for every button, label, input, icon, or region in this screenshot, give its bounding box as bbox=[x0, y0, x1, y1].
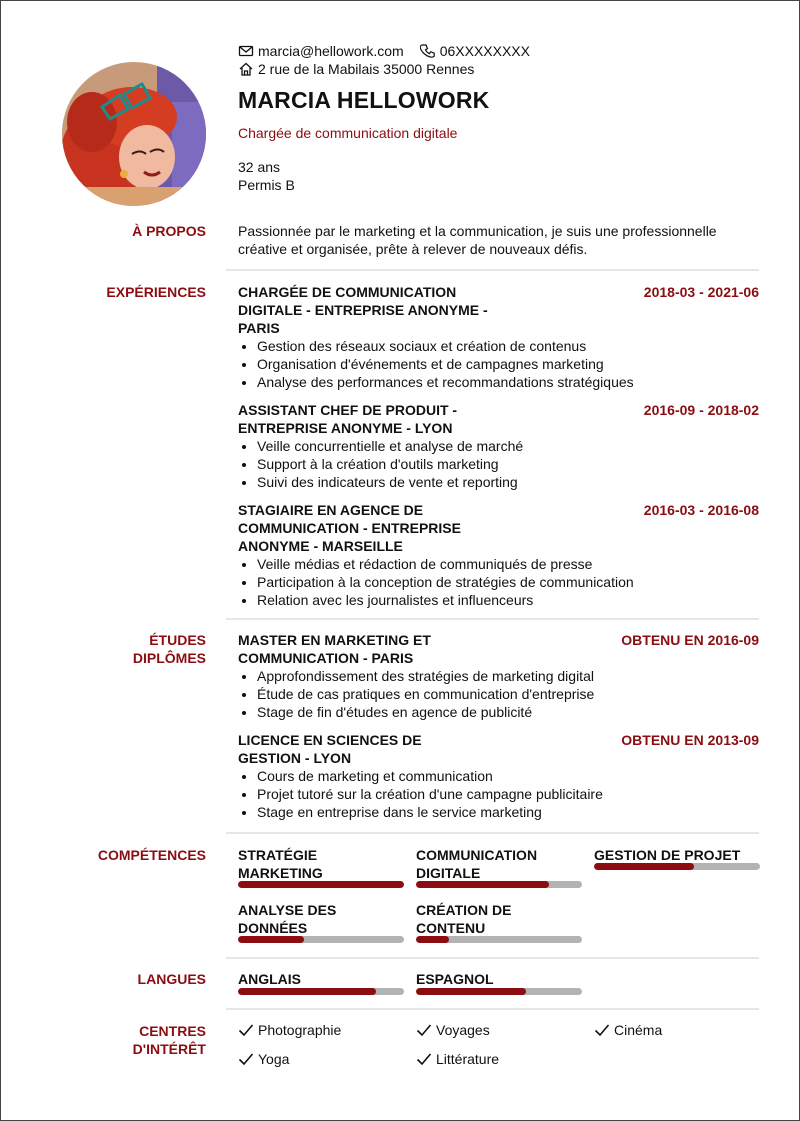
interest-item bbox=[416, 1022, 490, 1038]
section-divider bbox=[226, 269, 759, 271]
skill-level-bar bbox=[416, 881, 582, 888]
email-text[interactable]: marcia@hellowork.com bbox=[258, 43, 404, 59]
interest-label: Cinéma bbox=[614, 1022, 663, 1038]
education-bullet: • Étude de cas pratiques en communication d'entreprise bbox=[257, 685, 759, 703]
interest-item bbox=[416, 1051, 499, 1067]
about-text: Passionnée par le marketing et la communication, je suis une professionnelle créative et organisée, prête à relever de nouveaux défis. bbox=[238, 223, 717, 257]
phone-text[interactable]: 06XXXXXXXX bbox=[439, 43, 530, 59]
education-list bbox=[238, 631, 759, 831]
skill-level-bar bbox=[238, 936, 404, 943]
education-date: OBTENU EN 2016-09 bbox=[621, 632, 759, 648]
experience-title: STAGIAIRE EN AGENCE DE COMMUNICATION - ENTREPRISE ANONYME - MARSEILLE bbox=[238, 502, 461, 554]
check-icon bbox=[238, 1023, 254, 1037]
experience-bullet: • Veille médias et rédaction de communiqués de presse bbox=[257, 555, 759, 573]
language-item bbox=[238, 970, 404, 988]
about-label: À PROPOS bbox=[132, 223, 206, 239]
section-divider bbox=[226, 832, 759, 834]
skill-name: STRATÉGIE MARKETING bbox=[238, 847, 323, 881]
home-icon bbox=[238, 61, 254, 77]
skill-level-bar bbox=[238, 881, 404, 888]
section-divider bbox=[226, 618, 759, 620]
interest-label: Voyages bbox=[436, 1022, 490, 1038]
education-bullet: • Stage en entreprise dans le service marketing bbox=[257, 803, 759, 821]
address-text: 2 rue de la Mabilais 35000 Rennes bbox=[258, 61, 475, 77]
education-title: MASTER EN MARKETING ET COMMUNICATION - PARIS bbox=[238, 632, 431, 666]
experience-item bbox=[238, 501, 759, 609]
skill-level-bar bbox=[594, 863, 760, 870]
language-item bbox=[416, 970, 582, 988]
profile-photo bbox=[62, 62, 206, 206]
education-label bbox=[1, 631, 206, 667]
section-divider bbox=[226, 1008, 759, 1010]
interest-label: Littérature bbox=[436, 1051, 500, 1067]
interests-label-line2: D'INTÉRÊT bbox=[132, 1041, 206, 1057]
age-text: 32 ans bbox=[238, 159, 281, 175]
interests-label-line1: CENTRES bbox=[139, 1023, 206, 1039]
language-name: ANGLAIS bbox=[238, 971, 301, 987]
experience-bullet: • Suivi des indicateurs de vente et reporting bbox=[257, 473, 759, 491]
language-level-bar bbox=[416, 988, 582, 995]
check-icon bbox=[416, 1023, 432, 1037]
interests-label bbox=[1, 1022, 206, 1058]
experience-bullet: • Participation à la conception de stratégies de communication bbox=[257, 573, 759, 591]
skill-name: COMMUNICATION DIGITALE bbox=[416, 847, 538, 881]
personal-info bbox=[238, 158, 295, 194]
skill-item bbox=[238, 846, 404, 882]
education-title: LICENCE EN SCIENCES DE GESTION - LYON bbox=[238, 732, 422, 766]
mail-icon bbox=[238, 43, 254, 59]
experience-bullet: • Support à la création d'outils marketing bbox=[257, 455, 759, 473]
interest-label: Photographie bbox=[258, 1022, 342, 1038]
education-item bbox=[238, 631, 759, 721]
experience-title: ASSISTANT CHEF DE PRODUIT - ENTREPRISE ANONYME - LYON bbox=[238, 402, 458, 436]
experience-bullet: • Veille concurrentielle et analyse de marché bbox=[257, 437, 759, 455]
phone-icon bbox=[420, 43, 436, 59]
experiences-label: EXPÉRIENCES bbox=[106, 284, 206, 300]
job-title: Chargée de communication digitale bbox=[238, 125, 458, 141]
skill-name: ANALYSE DES DONNÉES bbox=[238, 902, 337, 936]
language-name: ESPAGNOL bbox=[416, 971, 494, 987]
skill-item bbox=[416, 846, 582, 882]
skill-item bbox=[594, 846, 760, 864]
experience-bullet: • Gestion des réseaux sociaux et création de contenus bbox=[257, 337, 759, 355]
skill-name: CRÉATION DE CONTENU bbox=[416, 902, 512, 936]
skill-level-bar bbox=[416, 936, 582, 943]
skill-item bbox=[416, 901, 582, 937]
skill-name: GESTION DE PROJET bbox=[594, 847, 741, 863]
skill-item bbox=[238, 901, 404, 937]
education-bullet: • Approfondissement des stratégies de marketing digital bbox=[257, 667, 759, 685]
education-label-line1: ÉTUDES bbox=[149, 632, 206, 648]
education-item bbox=[238, 731, 759, 821]
check-icon bbox=[416, 1052, 432, 1066]
interest-item bbox=[594, 1022, 662, 1038]
education-bullet: • Cours de marketing et communication bbox=[257, 767, 759, 785]
education-bullet: • Stage de fin d'études en agence de publicité bbox=[257, 703, 759, 721]
license-text: Permis B bbox=[238, 177, 295, 193]
experience-bullet: • Organisation d'événements et de campagnes marketing bbox=[257, 355, 759, 373]
education-bullet: • Projet tutoré sur la création d'une campagne publicitaire bbox=[257, 785, 759, 803]
skills-label: COMPÉTENCES bbox=[97, 847, 206, 863]
check-icon bbox=[594, 1023, 610, 1037]
language-level-bar bbox=[238, 988, 404, 995]
interest-label: Yoga bbox=[258, 1051, 290, 1067]
interest-item bbox=[238, 1051, 289, 1067]
experience-date: 2016-09 - 2018-02 bbox=[643, 402, 759, 418]
check-icon bbox=[238, 1052, 254, 1066]
experience-bullet: • Relation avec les journalistes et influenceurs bbox=[257, 591, 759, 609]
education-date: OBTENU EN 2013-09 bbox=[621, 732, 759, 748]
interest-item bbox=[238, 1022, 341, 1038]
section-divider bbox=[226, 957, 759, 959]
experience-item bbox=[238, 401, 759, 491]
experiences-list bbox=[238, 283, 759, 619]
candidate-name: MARCIA HELLOWORK bbox=[238, 87, 490, 113]
education-label-line2: DIPLÔMES bbox=[132, 650, 206, 666]
experience-item bbox=[238, 283, 759, 391]
experience-bullet: • Analyse des performances et recommandations stratégiques bbox=[257, 373, 759, 391]
languages-label: LANGUES bbox=[137, 971, 206, 987]
contact-info bbox=[238, 42, 530, 78]
experience-date: 2016-03 - 2016-08 bbox=[643, 502, 759, 518]
experience-title: CHARGÉE DE COMMUNICATION DIGITALE - ENTREPRISE ANONYME - PARIS bbox=[238, 284, 488, 336]
experience-date: 2018-03 - 2021-06 bbox=[643, 284, 759, 300]
